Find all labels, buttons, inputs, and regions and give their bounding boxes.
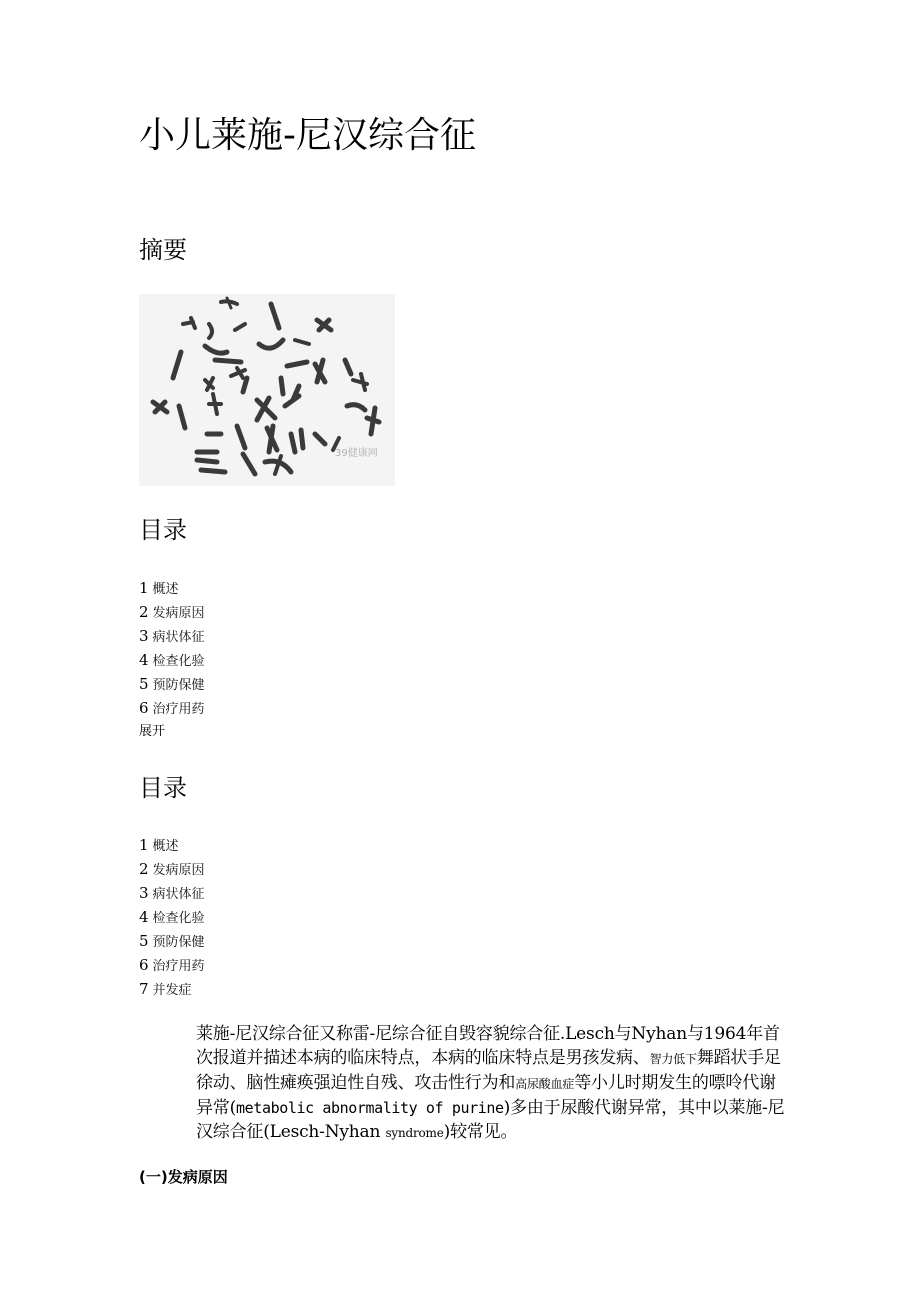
toc-item[interactable]: 5 预防保健 xyxy=(139,932,205,950)
toc-item[interactable]: 4 检查化验 xyxy=(139,651,205,669)
toc-item[interactable]: 2 发病原因 xyxy=(139,860,205,878)
intro-paragraph: 莱施-尼汉综合征又称雷-尼综合征自毁容貌综合征.Lesch与Nyhan与1964年首次报道并描述本病的临床特点，本病的临床特点是男孩发病、智力低下舞蹈状手足徐动、脑性瘫痪强迫性自残、攻击性行为和高尿酸血症等小儿时期发生的嘌呤代谢异常(metabolic abnormality of purine)多由于尿酸代谢异常，其中以莱施-尼汉综合征(Lesch-Nyhan syndrome)较常见。 xyxy=(196,1024,785,1142)
page-title: 小儿莱施-尼汉综合征 xyxy=(139,115,476,156)
section-cause-heading: (一)发病原因 xyxy=(139,1168,228,1186)
chromosome-illustration xyxy=(139,294,395,486)
expand-link[interactable]: 展开 xyxy=(139,724,166,739)
summary-heading: 摘要 xyxy=(139,236,187,264)
toc-heading: 目录 xyxy=(139,516,187,544)
toc-item[interactable]: 4 检查化验 xyxy=(139,908,205,926)
table-of-contents xyxy=(139,576,205,744)
toc-item[interactable]: 3 病状体征 xyxy=(139,884,205,902)
toc-item[interactable]: 6 治疗用药 xyxy=(139,699,205,717)
toc-item[interactable]: 7 并发症 xyxy=(139,980,192,998)
toc-item[interactable]: 1 概述 xyxy=(139,579,179,597)
toc-heading-secondary: 目录 xyxy=(139,774,187,802)
figure-watermark: 39健康网 xyxy=(335,448,378,459)
toc-item[interactable]: 6 治疗用药 xyxy=(139,956,205,974)
toc-item[interactable]: 1 概述 xyxy=(139,836,179,854)
toc-item[interactable]: 5 预防保健 xyxy=(139,675,205,693)
chromosome-karyotype-image xyxy=(139,294,395,486)
toc-item[interactable]: 3 病状体征 xyxy=(139,627,205,645)
toc-item[interactable]: 2 发病原因 xyxy=(139,603,205,621)
table-of-contents-full xyxy=(139,833,205,1001)
